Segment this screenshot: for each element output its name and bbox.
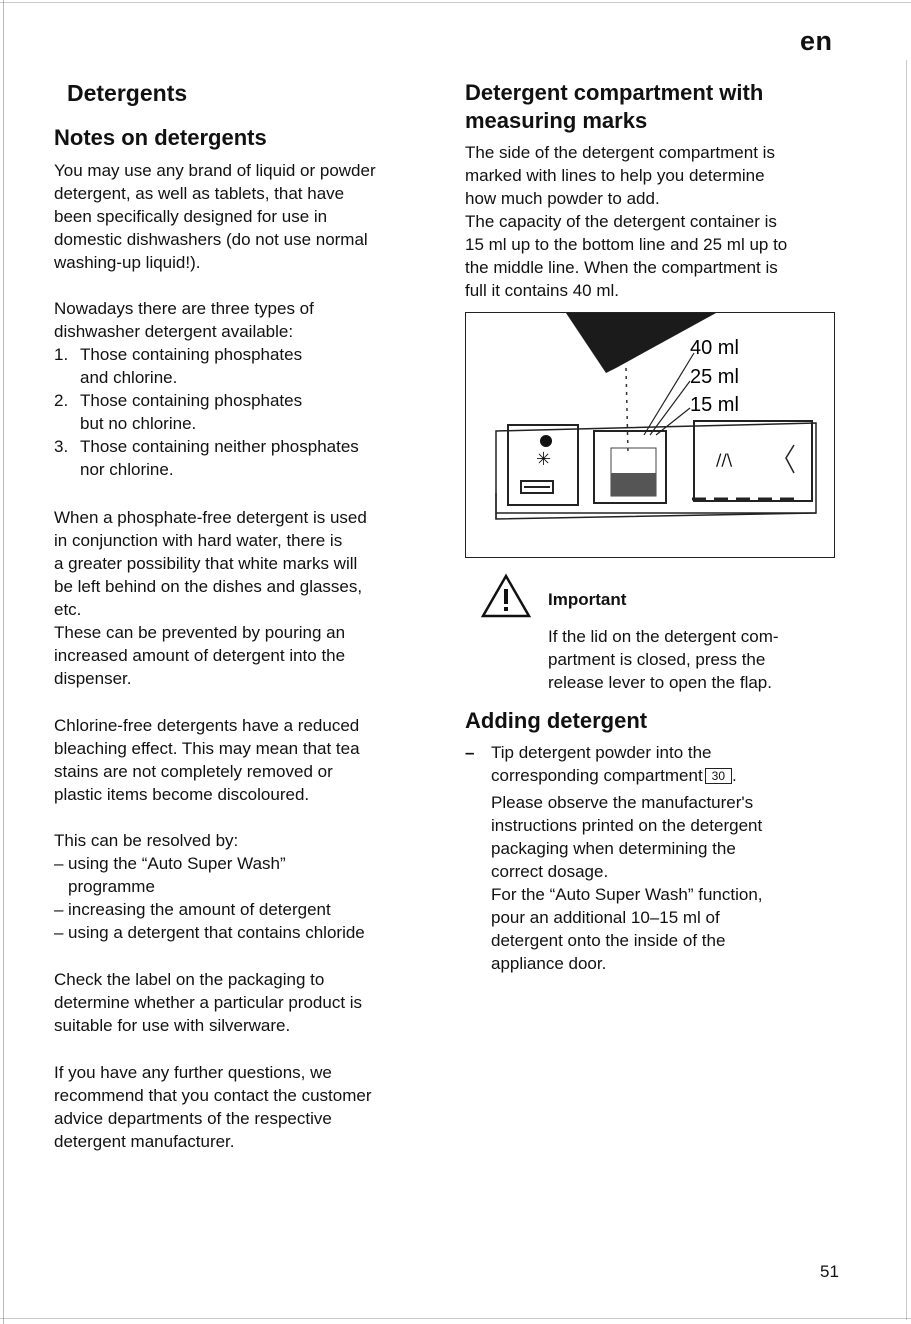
paragraph-resolution: This can be resolved by: – using the “Auto Super Wash” programme – increasing the amount of detergent – using a detergent that contains chloride [54,829,439,944]
list-item: – increasing the amount of detergent [54,900,331,919]
language-code: en [800,26,833,56]
svg-text:✳: ✳ [536,449,552,470]
detergent-compartment-figure [465,312,835,558]
paragraph-compartment: The side of the detergent compartment is marked with lines to help you determine how much powder to add. The capacity of the detergent container is 15 ml up to the bottom line and 25 ml up to the middle line. When the compartment is full it contains 40 ml. [465,143,788,300]
label-25ml: 25 ml [690,366,739,388]
svg-text://\: //\ [716,450,733,469]
list-item: – using the “Auto Super Wash” programme [54,854,286,896]
important-label: Important [548,590,627,609]
paragraph-detergent-use: You may use any brand of liquid or powder detergent, as well as tablets, that have been specifically designed for use in domestic dishwashers (do not use normal washing-up liquid!). [54,161,376,272]
scan-edge-bottom [0,1318,911,1319]
adding-detergent-title: Adding detergent [465,708,648,733]
subsection-title: Notes on detergents [54,125,267,150]
paragraph-detergent-types: Nowadays there are three types of dishwasher detergent available: 1. Those containing phosphates and chlorine. 2. Those containing phosphates but no chlorine. 3. Those containing neither phosphates nor chlorine. [54,297,439,481]
warning-icon [480,573,532,619]
important-text: If the lid on the detergent com- partment is closed, press the release lever to open the flap. [548,627,779,692]
scan-edge-left [3,0,4,1324]
list-item: 2. Those containing phosphates but no chlorine. [54,391,303,433]
label-40ml: 40 ml [690,337,739,359]
section-title: Detergents [67,80,188,106]
list-item: 3. Those containing neither phosphates nor chlorine. [54,437,359,479]
paragraph-phosphate-free: When a phosphate-free detergent is used in conjunction with hard water, there is a greater possibility that white marks will be left behind on the dishes and glasses, etc. These can be prevented by pouring an increased amount of detergent into the dispenser. [54,508,367,688]
step-item: – Tip detergent powder into the [465,743,712,762]
compartment-reference-badge: 30 [705,768,732,784]
adding-detergent-steps: – Tip detergent powder into the corresponding compartment 30 . Please observe the manufacturer's instructions printed on the detergent packaging when determining the correct dosage. For the “Auto Super Wash” function, pour an additional 10–15 ml of detergent onto the inside of the appliance door. [465,741,845,975]
paragraph-chlorine-free: Chlorine-free detergents have a reduced bleaching effect. This may mean that tea stains are not completely removed or plastic items become discoloured. [54,716,360,804]
label-15ml: 15 ml [690,394,739,416]
compartment-title: Detergent compartment with measuring marks [465,80,764,133]
scan-edge-right [906,60,907,1320]
list-item: 1. Those containing phosphates and chlorine. [54,345,303,387]
list-item: – using a detergent that contains chloride [54,923,365,942]
paragraph-further-questions: If you have any further questions, we recommend that you contact the customer advice departments of the respective detergent manufacturer. [54,1063,372,1151]
detergent-types-list [54,343,439,481]
step-details: Please observe the manufacturer's instructions printed on the detergent packaging when determining the correct dosage. For the “Auto Super Wash” function, pour an additional 10–15 ml of detergent onto the inside of the appliance door. [491,793,763,973]
compartment-illustration [466,313,833,556]
scan-edge-top [0,2,911,3]
paragraph-silverware: Check the label on the packaging to determine whether a particular product is suitable for use with silverware. [54,970,363,1035]
page-number: 51 [820,1262,839,1281]
resolution-list [54,852,439,944]
